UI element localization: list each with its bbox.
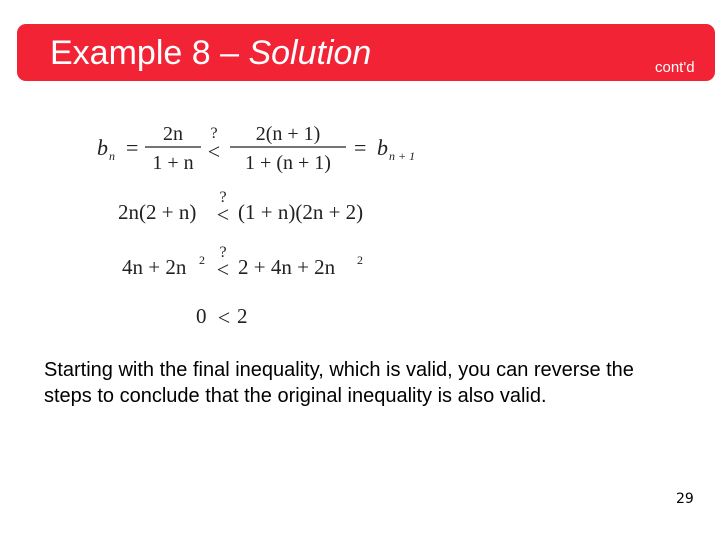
question-mark-3: ? [219, 244, 227, 261]
equation-line-2 [118, 189, 363, 227]
equation-line-3 [122, 244, 363, 282]
b-n-plus-1-symbol: b [377, 135, 388, 160]
b-n-subscript: n [109, 149, 115, 163]
b-n-symbol: b [97, 135, 108, 160]
fraction-1-numerator: 2n [163, 123, 183, 145]
fraction-2-numerator: 2(n + 1) [255, 123, 321, 145]
fraction-1-denominator: 1 + n [152, 152, 194, 174]
body-paragraph: Starting with the final inequality, which is valid, you can reverse the steps to conclude that the original inequality is also valid. [44, 359, 634, 407]
line-3-right: 2 + 4n + 2n [238, 255, 336, 279]
fraction-2-denominator: 1 + (n + 1) [245, 152, 331, 174]
line-4-left: 0 [196, 304, 207, 328]
question-mark-1: ? [210, 125, 218, 142]
line-3-right-exponent: 2 [357, 253, 363, 267]
less-than-4: < [217, 305, 231, 330]
slide-title-main: Example 8 – [50, 34, 249, 72]
equation-line-1 [97, 123, 415, 174]
equals-sign-2: = [354, 135, 367, 160]
less-than-1: < [207, 139, 221, 164]
line-4-right: 2 [237, 304, 248, 328]
page-number: 29 [676, 491, 694, 507]
continued-label: cont'd [655, 59, 695, 76]
equation-line-4 [196, 304, 248, 330]
less-than-3: < [216, 257, 230, 282]
line-3-left: 4n + 2n [122, 255, 187, 279]
less-than-2: < [216, 202, 230, 227]
line-2-left: 2n(2 + n) [118, 200, 197, 224]
b-n-plus-1-subscript: n + 1 [389, 149, 416, 163]
line-3-left-exponent: 2 [199, 253, 205, 267]
slide-title-italic: Solution [248, 34, 372, 72]
question-mark-2: ? [219, 189, 227, 206]
equals-sign-1: = [126, 135, 139, 160]
line-2-right: (1 + n)(2n + 2) [238, 200, 364, 224]
